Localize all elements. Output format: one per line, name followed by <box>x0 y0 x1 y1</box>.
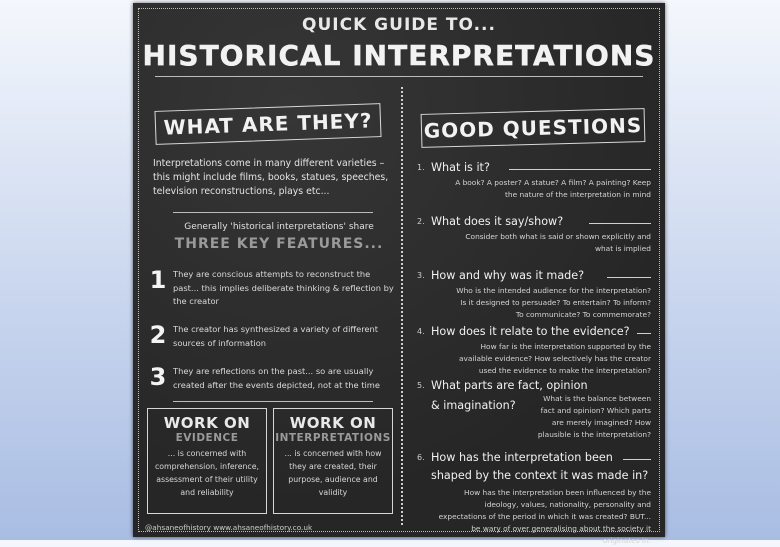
question-title: What parts are fact, opinion <box>431 379 588 392</box>
question-4 <box>417 325 655 375</box>
question-detail: How has the interpretation been influenced by the ideology, values, nationality, personality and expectations of the period in which it was created? BUT... be wary of over generalising about the society it originates in. <box>438 488 651 545</box>
question-number: 3. <box>417 271 425 280</box>
work-on-text: ... is concerned with how they are created, their purpose, audience and validity <box>284 449 382 497</box>
question-rule <box>637 333 651 334</box>
work-on-subtitle: INTERPRETATIONS <box>275 432 391 444</box>
feature-number: 1 <box>149 266 167 294</box>
question-detail: Who is the intended audience for the interpretation? Is it designed to persuade? To entertain? To inform? To communicate? To commemorate? <box>456 286 651 319</box>
work-on-subtitle: EVIDENCE <box>175 432 239 444</box>
question-rule <box>509 169 651 170</box>
question-title: What is it? <box>431 161 490 174</box>
footer-credit: @ahsaneofhistory www.ahsaneofhistory.co.uk <box>145 523 313 532</box>
generally-text: Generally 'historical interpretations' share <box>184 222 374 232</box>
feature-text: They are conscious attempts to reconstruct the past... this implies deliberate thinking & reflection by the creator <box>173 269 394 306</box>
work-on-text: ... is concerned with comprehension, inference, assessment of their utility and reliability <box>155 449 259 497</box>
question-number: 4. <box>417 327 425 336</box>
question-title-line-2: shaped by the context it was made in? <box>431 469 649 482</box>
question-number: 2. <box>417 217 425 226</box>
question-rule <box>623 459 651 460</box>
work-on-evidence-box <box>147 408 267 514</box>
question-1 <box>417 161 655 201</box>
question-number: 1. <box>417 163 425 172</box>
question-title: How does it relate to the evidence? <box>431 325 630 338</box>
question-detail: Consider both what is said or shown explicitly and what is implied <box>465 232 651 253</box>
work-on-title: WORK ON <box>289 414 377 432</box>
question-detail: What is the balance between fact and opinion? Which parts are merely imagined? How plausible is the interpretation? <box>537 394 651 439</box>
feature-number: 3 <box>149 363 167 391</box>
column-divider <box>401 87 403 525</box>
chalkboard-poster <box>133 3 665 545</box>
question-number: 6. <box>417 453 425 462</box>
question-3 <box>417 269 655 319</box>
title-rule <box>155 76 643 77</box>
question-title: What does it say/show? <box>431 215 564 228</box>
question-title-line-2: & imagination? <box>431 399 516 412</box>
question-6 <box>417 451 655 545</box>
question-number: 5. <box>417 381 425 390</box>
good-questions-heading: GOOD QUESTIONS <box>421 108 646 148</box>
work-on-title: WORK ON <box>163 414 251 432</box>
intro-text: Interpretations come in many different varieties – this might include films, books, statues, speeches, television reconstructions, plays etc... <box>153 158 389 197</box>
work-on-interpretations-box <box>273 408 393 514</box>
what-are-they-heading: WHAT ARE THEY? <box>154 103 381 145</box>
feature-text: The creator has synthesized a variety of different sources of information <box>173 324 379 348</box>
question-title: How has the interpretation been <box>431 451 613 464</box>
question-2 <box>417 215 655 255</box>
question-rule <box>607 277 651 278</box>
question-rule <box>589 223 651 224</box>
question-5 <box>417 379 655 445</box>
title-large: HISTORICAL INTERPRETATIONS <box>142 39 656 72</box>
intro-rule <box>173 212 373 213</box>
question-detail: How far is the interpretation supported by the available evidence? How selectively has the creator used the evidence to make the interpretation? <box>458 342 651 375</box>
question-title: How and why was it made? <box>431 269 585 282</box>
feature-text: They are reflections on the past... so are usually created after the events depicted, not at the time <box>173 366 380 390</box>
feature-number: 2 <box>149 321 167 349</box>
title-small: QUICK GUIDE TO... <box>302 15 496 35</box>
question-detail: A book? A poster? A statue? A film? A painting? Keep the nature of the interpretation in mind <box>455 178 651 199</box>
features-rule <box>173 401 373 402</box>
three-key-features-heading: THREE KEY FEATURES... <box>174 236 384 252</box>
